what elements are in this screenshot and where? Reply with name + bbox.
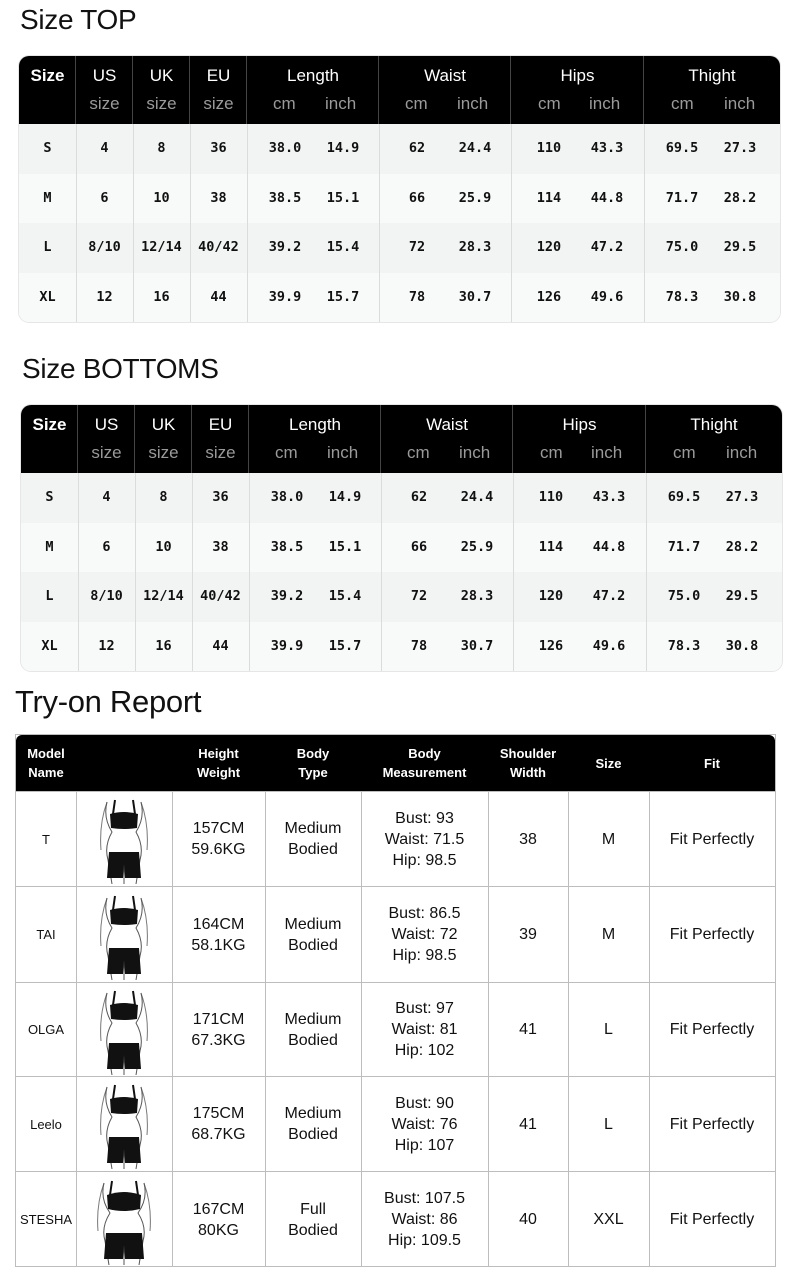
table-cell: 8/10: [90, 588, 123, 604]
table-cell: 38.5: [270, 538, 304, 555]
table-cell: 29.5: [723, 239, 757, 255]
column-divider: [78, 473, 79, 671]
column-divider: [381, 473, 382, 671]
header-eu: [192, 405, 249, 473]
report-cell-body-type: Medium Bodied: [284, 1105, 342, 1143]
column-divider: [135, 473, 136, 671]
column-divider: [379, 124, 380, 322]
table-cell: 39.2: [268, 239, 302, 255]
header-size: [19, 56, 76, 124]
report-cell-shoulder: 41: [519, 1021, 537, 1038]
table-cell: M: [43, 189, 52, 206]
medium-body-figure-icon: [76, 792, 172, 886]
column-divider: [247, 124, 248, 322]
table-cell: XL: [41, 637, 58, 654]
column-divider: [172, 791, 173, 1266]
report-cell-height: 157CM 59.6KG: [191, 820, 246, 858]
unit-size: size: [91, 443, 122, 462]
table-cell: 78.3: [667, 637, 701, 654]
report-cell-model: OLGA: [27, 1022, 65, 1037]
report-header-model: Model Name: [27, 746, 65, 780]
report-header-height: Height Weight: [196, 746, 241, 780]
unit-inch: inch: [325, 94, 357, 113]
medium-body-figure-icon: [76, 1077, 172, 1171]
table-cell: M: [45, 538, 54, 555]
column-divider: [649, 791, 650, 1266]
table-cell: 15.4: [328, 588, 362, 604]
table-cell: 28.3: [460, 588, 494, 604]
table-cell: 43.3: [592, 489, 626, 505]
table-cell: 15.4: [326, 239, 360, 255]
table-cell: 14.9: [326, 140, 360, 156]
size-bottoms-title: Size BOTTOMS: [22, 353, 219, 384]
table-cell: 72: [408, 239, 426, 255]
table-cell: 78: [408, 288, 426, 305]
report-cell-body-type: Medium Bodied: [284, 820, 342, 858]
report-cell-measure: Bust: 86.5 Waist: 72 Hip: 98.5: [388, 905, 461, 964]
unit-size: size: [205, 443, 236, 462]
unit-inch: inch: [591, 443, 623, 462]
table-cell: 49.6: [590, 288, 624, 305]
header-size: [21, 405, 78, 473]
report-cell-height: 175CM 68.7KG: [191, 1105, 246, 1143]
table-cell: 38.5: [268, 189, 302, 206]
unit-cm: cm: [538, 94, 561, 113]
table-cell: 28.2: [723, 189, 757, 206]
report-cell-fit: Fit Perfectly: [669, 1115, 755, 1133]
table-cell: 43.3: [590, 140, 624, 156]
header-uk: [133, 56, 190, 124]
header-length: [249, 405, 381, 473]
table-cell: 78.3: [665, 288, 699, 305]
unit-size: size: [203, 94, 234, 113]
report-header-fit: Fit: [704, 755, 720, 771]
report-cell-measure: Bust: 97 Waist: 81 Hip: 102: [391, 1000, 458, 1059]
unit-inch: inch: [589, 94, 621, 113]
header-label: US: [92, 66, 117, 85]
table-cell: 47.2: [592, 588, 626, 604]
table-cell: 114: [538, 538, 564, 555]
table-cell: 75.0: [665, 239, 699, 255]
report-cell-shoulder: 41: [519, 1115, 537, 1133]
table-cell: 39.9: [268, 288, 302, 305]
report-cell-fit: Fit Perfectly: [669, 1211, 755, 1228]
table-cell: 38.0: [268, 140, 302, 156]
unit-cm: cm: [540, 443, 563, 462]
unit-cm: cm: [673, 443, 696, 462]
table-cell: 4: [102, 489, 111, 505]
table-cell: 69.5: [667, 489, 701, 505]
table-cell: 4: [100, 140, 109, 156]
table-cell: 47.2: [590, 239, 624, 255]
table-cell: 15.7: [326, 288, 360, 305]
table-cell: 62: [410, 489, 428, 505]
table-cell: 24.4: [458, 140, 492, 156]
header-label: Hips: [560, 66, 595, 85]
column-divider: [249, 473, 250, 671]
report-cell-shoulder: 38: [519, 830, 537, 848]
report-cell-model: T: [42, 831, 50, 847]
table-cell: 36: [210, 140, 227, 156]
table-cell: XL: [39, 288, 56, 305]
unit-size: size: [148, 443, 179, 462]
table-cell: 27.3: [725, 489, 759, 505]
table-cell: 12/14: [141, 239, 182, 255]
header-label: Length: [289, 415, 341, 434]
table-cell: 120: [536, 239, 562, 255]
table-cell: 38: [212, 538, 229, 555]
report-header-shoulder: Shoulder Width: [499, 746, 557, 780]
unit-inch: inch: [457, 94, 489, 113]
table-cell: 78: [410, 637, 428, 654]
table-cell: 114: [536, 189, 562, 206]
report-cell-body-type: Full Bodied: [288, 1200, 338, 1239]
column-divider: [568, 791, 569, 1266]
table-cell: 15.7: [328, 637, 362, 654]
column-divider: [192, 473, 193, 671]
table-cell: 24.4: [460, 489, 494, 505]
header-label: Hips: [562, 415, 597, 434]
table-cell: 39.2: [270, 588, 304, 604]
header-length: [247, 56, 379, 124]
table-cell: 66: [410, 538, 428, 555]
unit-inch: inch: [726, 443, 758, 462]
table-cell: 72: [410, 588, 428, 604]
table-cell: 44: [212, 637, 229, 654]
column-divider: [513, 473, 514, 671]
table-cell: 16: [155, 637, 172, 654]
report-cell-fit: Fit Perfectly: [669, 926, 755, 943]
report-cell-size: L: [604, 1021, 613, 1038]
unit-inch: inch: [724, 94, 756, 113]
column-divider: [190, 124, 191, 322]
report-cell-fit: Fit Perfectly: [669, 1021, 755, 1038]
table-cell: 6: [102, 538, 111, 555]
table-cell: 66: [408, 189, 426, 206]
report-header-size: Size: [595, 755, 622, 771]
header-us: [78, 405, 135, 473]
report-cell-measure: Bust: 93 Waist: 71.5 Hip: 98.5: [384, 809, 465, 869]
table-cell: 10: [155, 538, 172, 555]
header-label: Thight: [690, 415, 738, 434]
header-thight: [644, 56, 780, 124]
report-header-measure: Body Measurement: [382, 746, 467, 780]
report-cell-height: 167CM 80KG: [192, 1200, 245, 1239]
table-cell: 71.7: [667, 538, 701, 555]
report-cell-model: STESHA: [19, 1212, 72, 1227]
table-cell: 126: [536, 288, 562, 305]
table-cell: 36: [212, 489, 229, 505]
table-cell: 110: [538, 489, 564, 505]
header-waist: [379, 56, 511, 124]
report-header-body-type: Body Type: [296, 746, 330, 780]
report-row: [16, 1076, 775, 1171]
report-row: [16, 982, 775, 1076]
unit-cm: cm: [405, 94, 428, 113]
table-cell: 28.3: [458, 239, 492, 255]
table-cell: S: [43, 140, 52, 156]
table-cell: 38: [210, 189, 227, 206]
table-cell: L: [43, 239, 52, 255]
table-cell: S: [45, 489, 54, 505]
table-cell: 75.0: [667, 588, 701, 604]
unit-inch: inch: [459, 443, 491, 462]
table-cell: 8: [157, 140, 166, 156]
report-cell-model: Leelo: [30, 1116, 62, 1132]
report-cell-model: TAI: [36, 927, 56, 942]
full-body-figure-icon: [76, 1172, 172, 1267]
header-label: US: [94, 415, 119, 434]
unit-size: size: [146, 94, 177, 113]
report-cell-size: M: [601, 830, 616, 848]
column-divider: [488, 791, 489, 1266]
table-cell: 126: [538, 637, 564, 654]
header-thight: [646, 405, 782, 473]
header-label: EU: [206, 66, 231, 85]
column-divider: [76, 791, 77, 1266]
try-on-report-table: [15, 734, 776, 1267]
table-cell: 25.9: [458, 189, 492, 206]
unit-cm: cm: [407, 443, 430, 462]
report-row: [16, 886, 775, 982]
table-cell: 14.9: [328, 489, 362, 505]
table-cell: 8/10: [88, 239, 121, 255]
table-cell: 15.1: [326, 189, 360, 206]
table-cell: 49.6: [592, 637, 626, 654]
table-cell: 30.8: [725, 637, 759, 654]
header-waist: [381, 405, 513, 473]
table-cell: 25.9: [460, 538, 494, 555]
report-cell-fit: Fit Perfectly: [669, 830, 755, 848]
table-cell: 71.7: [665, 189, 699, 206]
table-cell: 69.5: [665, 140, 699, 156]
column-divider: [76, 124, 77, 322]
header-hips: [513, 405, 646, 473]
table-cell: 15.1: [328, 538, 362, 555]
column-divider: [361, 791, 362, 1266]
column-divider: [265, 791, 266, 1266]
table-cell: 62: [408, 140, 426, 156]
report-cell-size: XXL: [593, 1211, 624, 1228]
size-bottoms-table: [21, 405, 782, 671]
table-cell: 8: [159, 489, 168, 505]
header-label: UK: [151, 415, 176, 434]
column-divider: [133, 124, 134, 322]
header-label: UK: [149, 66, 174, 85]
table-cell: 28.2: [725, 538, 759, 555]
report-cell-size: L: [604, 1115, 613, 1133]
header-us: [76, 56, 133, 124]
table-cell: 12: [96, 288, 113, 305]
table-cell: 30.7: [460, 637, 494, 654]
table-cell: 44: [210, 288, 227, 305]
header-label: EU: [208, 415, 233, 434]
header-label: Waist: [426, 415, 468, 434]
report-cell-measure: Bust: 90 Waist: 76 Hip: 107: [391, 1094, 458, 1154]
unit-inch: inch: [327, 443, 359, 462]
size-top-title: Size TOP: [20, 4, 137, 35]
report-row: [16, 1171, 775, 1267]
medium-body-figure-icon: [76, 887, 172, 982]
header-label: Waist: [424, 66, 466, 85]
table-cell: 39.9: [270, 637, 304, 654]
table-cell: 40/42: [198, 239, 239, 255]
report-row: [16, 791, 775, 886]
report-cell-body-type: Medium Bodied: [284, 915, 342, 954]
header-label: Length: [287, 66, 339, 85]
table-cell: 12: [98, 637, 115, 654]
unit-cm: cm: [275, 443, 298, 462]
try-on-report-title: Try-on Report: [15, 684, 202, 719]
report-cell-height: 171CM 67.3KG: [191, 1010, 246, 1049]
table-cell: 30.8: [723, 288, 757, 305]
header-label: Size: [30, 66, 65, 85]
header-eu: [190, 56, 247, 124]
table-cell: 29.5: [725, 588, 759, 604]
report-cell-height: 164CM 58.1KG: [191, 915, 246, 954]
report-cell-shoulder: 39: [519, 926, 537, 943]
table-cell: 40/42: [200, 588, 241, 604]
table-cell: 120: [538, 588, 564, 604]
table-cell: L: [45, 588, 54, 604]
table-cell: 12/14: [143, 588, 184, 604]
report-cell-body-type: Medium Bodied: [284, 1010, 342, 1049]
header-hips: [511, 56, 644, 124]
column-divider: [644, 124, 645, 322]
table-cell: 30.7: [458, 288, 492, 305]
table-cell: 16: [153, 288, 170, 305]
table-cell: 110: [536, 140, 562, 156]
table-cell: 38.0: [270, 489, 304, 505]
report-cell-shoulder: 40: [519, 1211, 537, 1228]
table-cell: 10: [153, 189, 170, 206]
table-cell: 44.8: [590, 189, 624, 206]
size-top-table: [19, 56, 780, 322]
table-cell: 44.8: [592, 538, 626, 555]
column-divider: [646, 473, 647, 671]
report-cell-measure: Bust: 107.5 Waist: 86 Hip: 109.5: [384, 1190, 465, 1249]
header-uk: [135, 405, 192, 473]
medium-body-figure-icon: [76, 983, 172, 1076]
table-cell: 6: [100, 189, 109, 206]
header-label: Thight: [688, 66, 736, 85]
table-cell: 27.3: [723, 140, 757, 156]
report-cell-size: M: [601, 926, 616, 943]
header-label: Size: [32, 415, 67, 434]
column-divider: [511, 124, 512, 322]
unit-cm: cm: [273, 94, 296, 113]
unit-size: size: [89, 94, 120, 113]
unit-cm: cm: [671, 94, 694, 113]
